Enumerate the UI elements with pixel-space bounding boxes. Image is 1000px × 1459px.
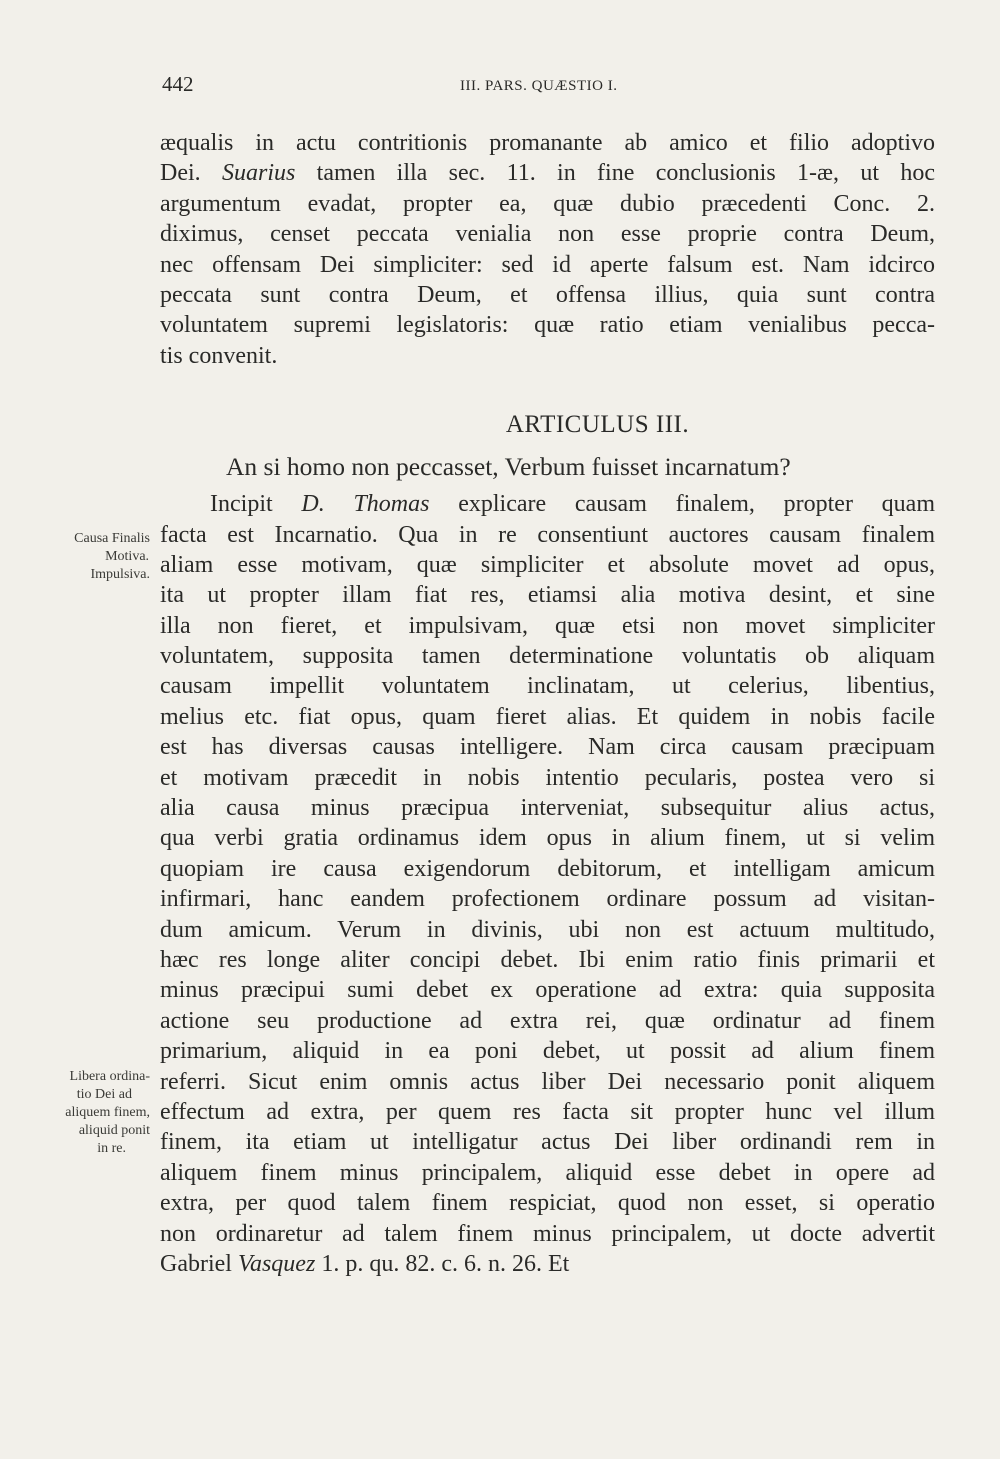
margin-note-line: tio Dei ad [76, 1087, 132, 1102]
text-line: peccata sunt contra Deum, et offensa illius, quia sunt contra [160, 281, 935, 308]
article-body-paragraph [160, 489, 935, 1279]
text-line: ita ut propter illam fiat res, etiamsi alia motiva desint, et sine [160, 582, 935, 609]
text-line: aliquem finem minus principalem, aliquid esse debet in opere ad [160, 1159, 935, 1186]
text-line: hæc res longe aliter concipi debet. Ibi enim ratio finis primarii et [160, 946, 935, 973]
main-text [160, 128, 935, 1279]
margin-note-line: Motiva. [105, 549, 150, 564]
margin-note-line: Impulsiva. [90, 567, 150, 582]
article-question: An si homo non peccasset, Verbum fuisset incarnatum? [226, 452, 791, 482]
text-line: primarium, aliquid in ea poni debet, ut possit ad alium finem [160, 1038, 935, 1065]
text-line: infirmari, hanc eandem profectionem ordinare possum ad visitan- [160, 886, 935, 913]
margin-note-line: Libera ordina- [69, 1069, 150, 1084]
text-line: quopiam ire causa exigendorum debitorum, et intelligam amicum [160, 855, 935, 882]
text-line: Dei. Suarius tamen illa sec. 11. in fine conclusionis 1-æ, ut hoc [160, 160, 935, 187]
text-line: aliam esse motivam, quæ simpliciter et absolute movet ad opus, [160, 551, 935, 578]
text-line: diximus, censet peccata venialia non esse proprie contra Deum, [160, 221, 935, 248]
text-line: alia causa minus præcipua interveniat, subsequitur alius actus, [160, 795, 935, 822]
text-line: est has diversas causas intelligere. Nam circa causam præcipuam [160, 734, 935, 761]
margin-note-line: aliquem finem, [65, 1105, 150, 1120]
text-line: nec offensam Dei simpliciter: sed id aperte falsum est. Nam idcirco [160, 251, 935, 278]
text-line: qua verbi gratia ordinamus idem opus in alium finem, ut si velim [160, 825, 935, 852]
margin-note-libera-ordinatio [65, 1068, 150, 1158]
text-line: effectum ad extra, per quem res facta sit propter hunc vel illum [160, 1098, 935, 1125]
intro-paragraph [160, 128, 935, 371]
text-line: non ordinaretur ad talem finem minus principalem, ut docte advertit [160, 1220, 935, 1247]
text-line: tis convenit. [160, 342, 278, 369]
text-line: æqualis in actu contritionis promanante ab amico et filio adoptivo [160, 130, 935, 156]
text-line: voluntatem, supposita tamen determinatione voluntatis ob aliquam [160, 643, 935, 670]
text-line: dum amicum. Verum in divinis, ubi non est actuum multitudo, [160, 916, 935, 943]
text-line: finem, ita etiam ut intelligatur actus Dei liber ordinandi rem in [160, 1129, 935, 1156]
running-head: III. PARS. QUÆSTIO I. [460, 78, 618, 94]
page-number: 442 [162, 72, 194, 96]
text-line: Incipit D. Thomas explicare causam finalem, propter quam [210, 491, 935, 518]
article-heading: ARTICULUS III. [505, 411, 690, 439]
page-header [160, 72, 940, 102]
margin-note-line: in re. [97, 1141, 126, 1156]
text-line: causam impellit voluntatem inclinatam, ut celerius, libentius, [160, 673, 935, 700]
text-line: referri. Sicut enim omnis actus liber Dei necessario ponit aliquem [160, 1068, 935, 1095]
text-line: argumentum evadat, propter ea, quæ dubio præcedenti Conc. 2. [160, 190, 935, 217]
margin-note-causa-finalis [74, 530, 150, 584]
text-line: minus præcipui sumi debet ex operatione ad extra: quia supposita [160, 977, 935, 1004]
text-line: voluntatem supremi legislatoris: quæ ratio etiam venialibus pecca- [160, 312, 935, 339]
text-line: melius etc. fiat opus, quam fieret alias. Et quidem in nobis facile [160, 703, 935, 730]
text-line: Gabriel Vasquez 1. p. qu. 82. c. 6. n. 26. Et [160, 1250, 570, 1277]
text-line: actione seu productione ad extra rei, quæ ordinatur ad finem [160, 1007, 935, 1034]
margin-note-line: aliquid ponit [78, 1123, 150, 1138]
text-line: illa non fieret, et impulsivam, quæ etsi non movet simpliciter [160, 612, 935, 639]
text-line: facta est Incarnatio. Qua in re consentiunt auctores causam finalem [160, 521, 935, 548]
text-line: et motivam præcedit in nobis intentio pecularis, postea vero si [160, 764, 935, 791]
text-line: extra, per quod talem finem respiciat, quod non esset, si operatio [160, 1190, 935, 1217]
margin-note-line: Causa Finalis [74, 531, 150, 546]
